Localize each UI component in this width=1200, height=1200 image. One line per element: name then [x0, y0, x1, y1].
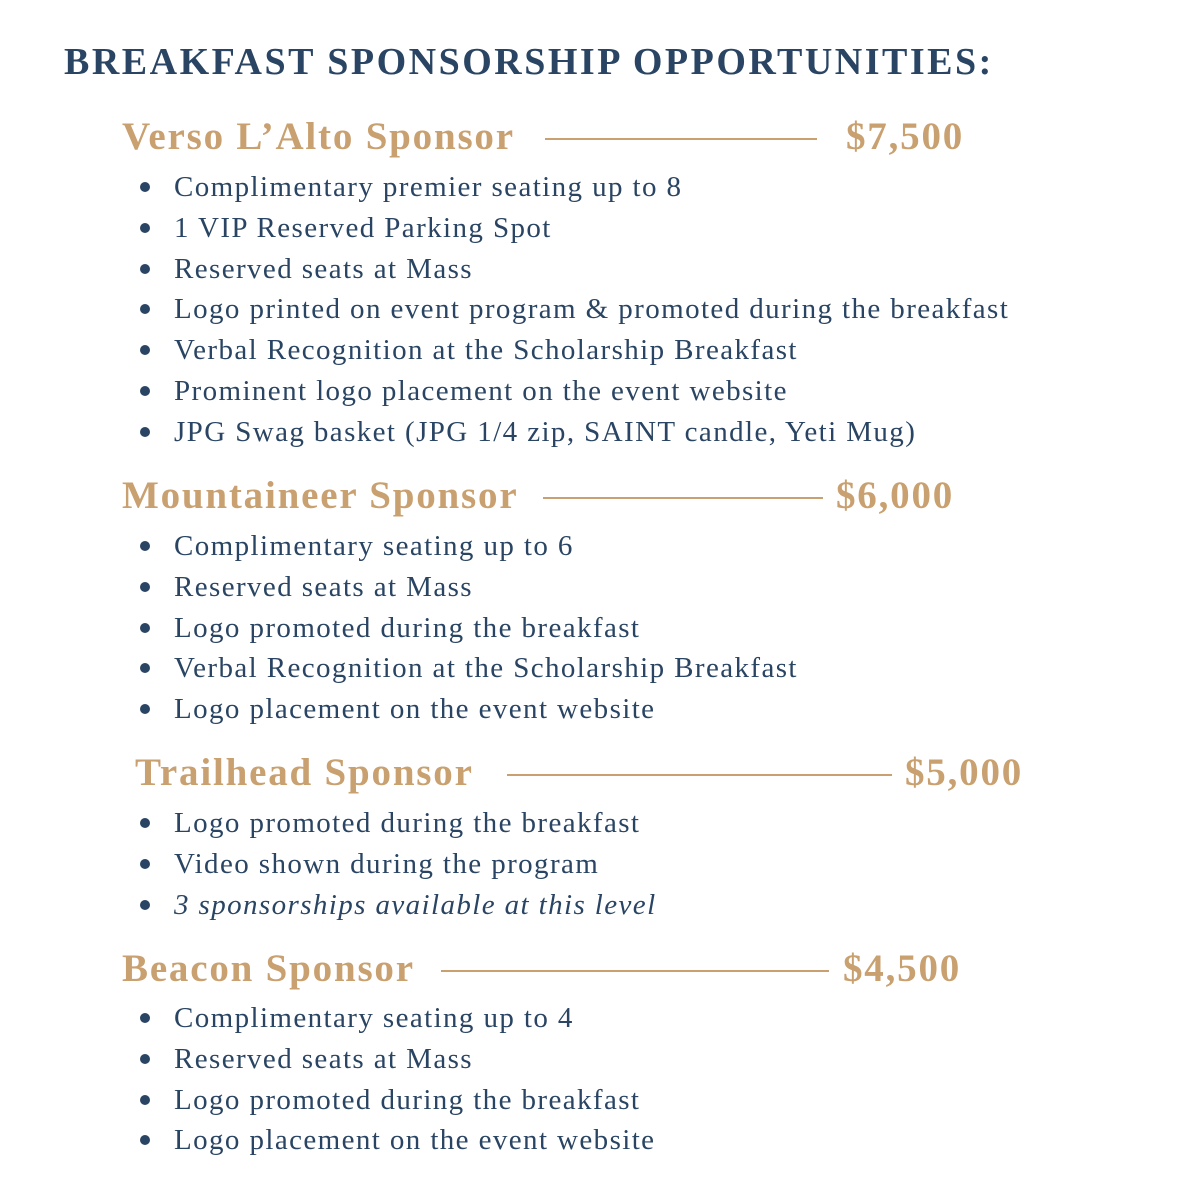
tier-price: $6,000: [836, 474, 955, 517]
benefit-text: Logo promoted during the breakfast: [174, 611, 641, 644]
benefit-text: Complimentary seating up to 4: [174, 1002, 574, 1034]
tier-name: Mountaineer Sponsor: [122, 474, 519, 517]
tier-price: $5,000: [905, 751, 1024, 794]
tier-header-beacon: [0, 944, 1200, 994]
benefit-text: Logo printed on event program & promoted during the breakfast: [174, 293, 1010, 326]
benefit-item: [136, 249, 1009, 290]
bullet-icon: [140, 386, 150, 396]
benefit-text: Logo promoted during the breakfast: [174, 807, 641, 839]
tier-price: $4,500: [843, 947, 962, 990]
bullet-icon: [140, 1013, 150, 1023]
bullet-icon: [140, 663, 150, 673]
bullet-icon: [140, 818, 150, 828]
benefit-text: JPG Swag basket (JPG 1/4 zip, SAINT candle, Yeti Mug): [174, 415, 917, 448]
benefit-item: [136, 803, 657, 844]
benefit-text: 3 sponsorships available at this level: [174, 888, 657, 921]
benefit-item: [136, 567, 798, 608]
benefit-item: [136, 1120, 655, 1161]
benefit-list-beacon: [136, 998, 655, 1161]
bullet-icon: [140, 1135, 150, 1145]
benefit-item: [136, 526, 798, 567]
benefit-item: [136, 844, 657, 885]
benefit-item-note: [136, 885, 657, 926]
bullet-icon: [140, 223, 150, 233]
benefit-item: [136, 1039, 655, 1080]
bullet-icon: [140, 345, 150, 355]
bullet-icon: [140, 182, 150, 192]
bullet-icon: [140, 427, 150, 437]
tier-name: Verso L’Alto Sponsor: [122, 115, 515, 158]
bullet-icon: [140, 1095, 150, 1105]
benefit-text: Complimentary seating up to 6: [174, 530, 574, 562]
bullet-icon: [140, 264, 150, 274]
benefit-item: [136, 998, 655, 1039]
benefit-text: 1 VIP Reserved Parking Spot: [174, 211, 552, 244]
tier-divider-line: [545, 138, 817, 140]
benefit-text: Complimentary premier seating up to 8: [174, 171, 683, 203]
benefit-item: [136, 208, 1009, 249]
tier-price: $7,500: [846, 115, 965, 158]
benefit-text: Logo placement on the event website: [174, 1124, 656, 1157]
bullet-icon: [140, 900, 150, 910]
benefit-item: [136, 412, 1009, 453]
page-title: BREAKFAST SPONSORSHIP OPPORTUNITIES:: [64, 41, 994, 83]
benefit-list-mountaineer: [136, 526, 798, 730]
bullet-icon: [140, 1054, 150, 1064]
bullet-icon: [140, 582, 150, 592]
benefit-item: [136, 289, 1009, 330]
benefit-text: Reserved seats at Mass: [174, 1042, 473, 1075]
benefit-list-verso-lalto: [136, 167, 1009, 453]
tier-header-mountaineer: [0, 471, 1200, 521]
benefit-text: Logo placement on the event website: [174, 693, 656, 726]
benefit-text: Logo promoted during the breakfast: [174, 1083, 641, 1116]
benefit-text: Video shown during the program: [174, 847, 600, 880]
benefit-item: [136, 371, 1009, 412]
benefit-text: Reserved seats at Mass: [174, 570, 473, 603]
benefit-item: [136, 1080, 655, 1121]
benefit-item: [136, 167, 1009, 208]
bullet-icon: [140, 541, 150, 551]
benefit-item: [136, 608, 798, 649]
tier-divider-line: [441, 970, 829, 972]
tier-header-trailhead: [0, 748, 1200, 798]
tier-divider-line: [507, 774, 892, 776]
benefit-item: [136, 648, 798, 689]
bullet-icon: [140, 304, 150, 314]
tier-name: Beacon Sponsor: [122, 947, 415, 990]
benefit-item: [136, 689, 798, 730]
tier-name: Trailhead Sponsor: [135, 751, 474, 794]
benefit-list-trailhead: [136, 803, 657, 925]
bullet-icon: [140, 859, 150, 869]
benefit-text: Verbal Recognition at the Scholarship Breakfast: [174, 334, 798, 367]
benefit-text: Prominent logo placement on the event website: [174, 374, 788, 407]
tier-divider-line: [543, 497, 823, 499]
benefit-text: Verbal Recognition at the Scholarship Breakfast: [174, 652, 798, 685]
benefit-item: [136, 330, 1009, 371]
benefit-text: Reserved seats at Mass: [174, 252, 473, 285]
bullet-icon: [140, 704, 150, 714]
bullet-icon: [140, 623, 150, 633]
tier-header-verso-lalto: [0, 112, 1200, 162]
